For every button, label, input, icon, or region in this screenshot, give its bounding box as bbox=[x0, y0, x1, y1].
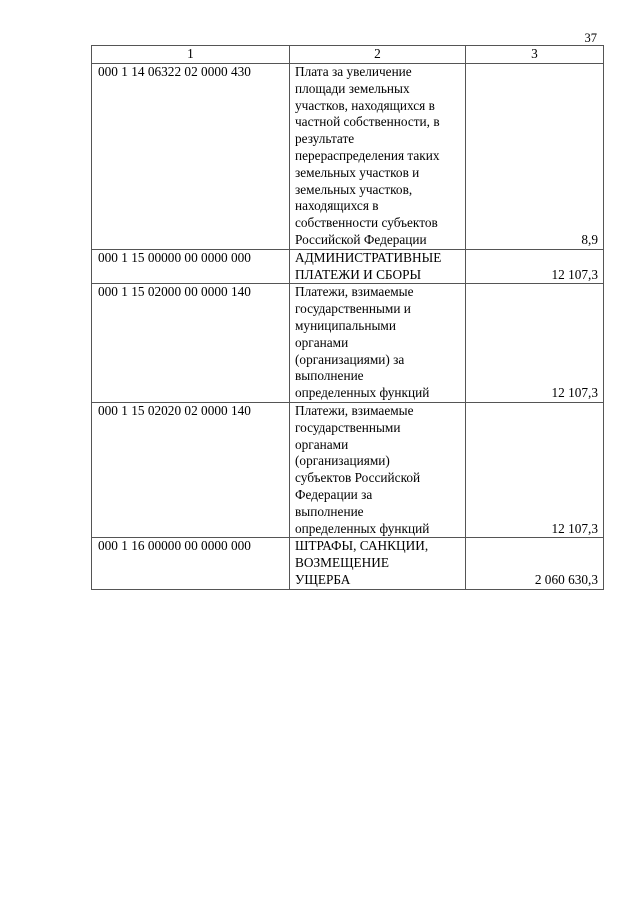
column-header-amount: 3 bbox=[466, 46, 604, 64]
row-name: Платежи, взимаемые государственными и муниципальными органами (организациями) за выполнение определенных функций bbox=[290, 284, 466, 403]
table-row bbox=[92, 402, 604, 537]
column-header-code: 1 bbox=[92, 46, 290, 64]
row-code: 000 1 14 06322 02 0000 430 bbox=[92, 64, 290, 250]
table-header-row bbox=[92, 46, 604, 64]
row-name: Плата за увеличение площади земельных участков, находящихся в частной собственности, в результате перераспределения таких земельных участков и земельных участков, находящихся в собственности субъектов Российской Федерации bbox=[290, 64, 466, 250]
row-name: ШТРАФЫ, САНКЦИИ, ВОЗМЕЩЕНИЕ УЩЕРБА bbox=[290, 538, 466, 589]
row-amount: 2 060 630,3 bbox=[466, 538, 604, 589]
row-name: Платежи, взимаемые государственными органами (организациями) субъектов Российской Федерации за выполнение определенных функций bbox=[290, 402, 466, 537]
column-header-name: 2 bbox=[290, 46, 466, 64]
table-row bbox=[92, 538, 604, 589]
table-row bbox=[92, 249, 604, 284]
table-row bbox=[92, 64, 604, 250]
row-amount: 12 107,3 bbox=[466, 249, 604, 284]
row-code: 000 1 15 00000 00 0000 000 bbox=[92, 249, 290, 284]
page-number: 37 bbox=[584, 31, 597, 45]
row-amount: 8,9 bbox=[466, 64, 604, 250]
row-name: АДМИНИСТРАТИВНЫЕ ПЛАТЕЖИ И СБОРЫ bbox=[290, 249, 466, 284]
row-amount: 12 107,3 bbox=[466, 402, 604, 537]
table-row bbox=[92, 284, 604, 403]
row-code: 000 1 15 02020 02 0000 140 bbox=[92, 402, 290, 537]
row-code: 000 1 16 00000 00 0000 000 bbox=[92, 538, 290, 589]
budget-table bbox=[91, 45, 604, 590]
row-code: 000 1 15 02000 00 0000 140 bbox=[92, 284, 290, 403]
row-amount: 12 107,3 bbox=[466, 284, 604, 403]
